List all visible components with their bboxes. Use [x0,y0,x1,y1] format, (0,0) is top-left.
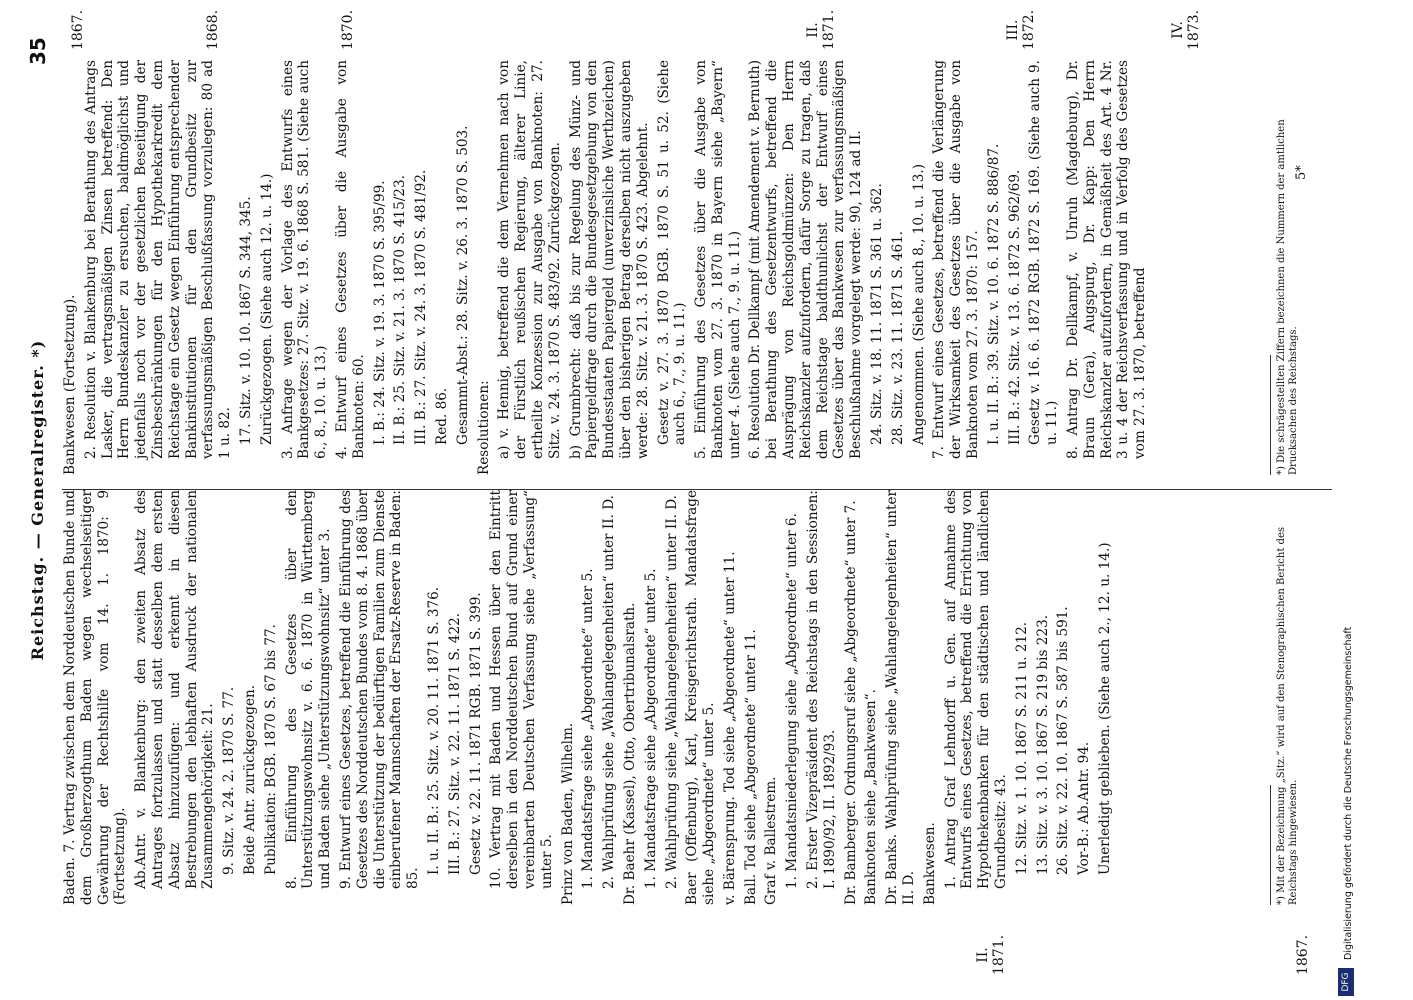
entry-paragraph: 24. Sitz. v. 18. 11. 1871 S. 361 u. 362. [869,183,886,445]
footnote-rule-left [1270,785,1271,905]
digitization-credit: Digitalisierung gefördert durch die Deutsche Forschungsgemeinschaft [1343,626,1354,960]
entry-paragraph: Ball. Tod siehe „Abgeordnete“ unter 11. [742,629,759,905]
entry-paragraph: Gesetz v. 27. 3. 1870 BGB. 1870 S. 51 u. 52. (Siehe auch 6., 7., 9. u. 11.) [655,60,689,445]
left-column [62,490,1118,905]
entry-paragraph: III. B.: 27. Sitz. v. 24. 3. 1870 S. 481/92. [413,169,430,445]
margin-year-1871-left: II. 1871. [975,934,1007,976]
entry-paragraph: Gesetz v. 22. 11. 1871 RGB. 1871 S. 399. [467,592,484,875]
entry-paragraph: 3. Anfrage wegen der Vorlage des Entwurfs eines Bankgesetzes: 27. Sitz. v. 19. 6. 1868 S. 581. (Siehe auch 6., 8., 10. u. 13.) [279,60,330,459]
entry-paragraph: Bankwesen. [921,822,938,905]
entry-paragraph: 13. Sitz. v. 3. 10. 1867 S. 219 bis 223. [1034,614,1051,875]
entry-paragraph: Gesetz v. 16. 6. 1872 RGB. 1872 S. 169. (Siehe auch 9. u. 11.) [1027,60,1061,445]
running-title: Reichstag. — Generalregister. *) [28,339,47,661]
entry-paragraph: III. B.: 42. Sitz. v. 13. 6. 1872 S. 962/69. [1006,169,1023,445]
entry-paragraph: 12. Sitz. v. 1. 10. 1867 S. 211 u. 212. [1013,621,1030,875]
entry-paragraph: 10. Vertrag mit Baden und Hessen über den Eintritt derselben in den Norddeutschen Bund auf Grund einer vereinbarten Deutschen Verfassung siehe „Verfassung“ unter 5. [488,490,555,889]
page-number: 35 [26,37,50,65]
entry-paragraph: Angenommen. (Siehe auch 8., 10. u. 13.) [910,163,927,445]
entry-paragraph: Red. 86. [433,387,450,445]
margin-year-1872-right: III. 1872. [1005,9,1037,51]
column-divider [62,489,1332,490]
entry-paragraph: Beide Antr. zurückgezogen. [241,684,258,875]
entry-paragraph: 9. Sitz. v. 24. 2. 1870 S. 77. [221,686,238,875]
entry-paragraph: Gesammt-Abst.: 28. Sitz. v. 26. 3. 1870 S. 503. [454,125,471,445]
entry-paragraph: 8. Antrag Dr. Dellkampf, v. Unruh (Magdeburg), Dr. Braun (Gera), Augspurg, Dr. Kapp: Den Herrn Reichskanzler aufzufordern, in Gemäßheit des Art. 4 Nr. 3 u. 4 der Reichsverfassung und in Verfolg des Gesetzes vom 27. 3. 1870, betreffend [1065,60,1149,459]
entry-paragraph: b) Grumbrecht: daß bis zur Regelung des Münz- und Papiergeldfrage durch die Bundesgesetzgebung von den Bundesstaaten Papiergeld (unverzinsliche Werthzeichen) über den bisherigen Betrag derselben nicht auszugeben werde: 28. Sitz. v. 21. 3. 1870 S. 423. Abgelehnt. [567,60,651,459]
margin-year-1867-left: 1867. [1295,934,1311,976]
entry-paragraph: Publikation: BGB. 1870 S. 67 bis 77. [262,624,279,875]
margin-year-1871-right: II. 1871. [805,9,837,51]
entry-paragraph: 1. Antrag Graf Lehndorff u. Gen. auf Annahme des Entwurfs eines Gesetzes, betreffend die Errichtung von Hypothekenbanken für den städtischen und ländlichen Grundbesitz: 43. [942,490,1010,889]
margin-year-1868-right: 1868. [205,9,221,51]
footnote-right: *) Die schrägestellten Ziffern bezeichnen die Nummern der amtlichen Drucksachen des Reichstags. [1276,119,1299,475]
entry-paragraph: Bankwesen (Fortsetzung). [62,294,78,475]
entry-paragraph: v. Bärensprung. Tod siehe „Abgeordnete“ unter 11. [721,551,738,905]
margin-year-1870-right: 1870. [340,9,356,51]
entry-paragraph: I. u. II. B.: 39. Sitz. v. 10. 6. 1872 S. 886/87. [985,143,1002,445]
entry-paragraph: Dr. Baehr (Kassel), Otto, Obertribunalsrath. [621,602,638,905]
entry-paragraph: III. B.: 27. Sitz. v. 22. 11. 1871 S. 422. [446,612,463,875]
entry-paragraph: Ab.Antr. v. Blankenburg: den zweiten Absatz des Antrages fortzulassen und statt desselben dem ersten Absatz hinzuzufügen: und erkennt in diesen Bestrebungen den lebhaften Ausdruck der nationalen Zusammengehörigkeit: 21. [133,490,217,889]
entry-paragraph: 2. Wahlprüfung siehe „Wahlangelegenheiten“ unter II. D. [601,495,618,889]
entry-paragraph: 9. Entwurf eines Gesetzes, betreffend die Einführung des Gesetzes des Norddeutschen Bundes vom 8. 4. 1868 über die Unterstützung der bedürftigen Familien zum Dienste einberufener Mannschaften der Ersatz-Reserve in Baden: 85. [337,490,422,889]
entry-paragraph: 17. Sitz. v. 10. 10. 1867 S. 344, 345. [237,196,254,445]
entry-paragraph: Baer (Offenburg), Karl, Kreisgerichtsrath. Mandatsfrage siehe „Abgeordnete“ unter 5. [684,490,718,905]
entry-paragraph: 4. Entwurf eines Gesetzes über die Ausgabe von Banknoten: 60. [333,60,367,459]
entry-paragraph: 1. Mandatsfrage siehe „Abgeordnete“ unter 5. [580,568,597,889]
entry-paragraph: 1. Mandatsfrage siehe „Abgeordnete“ unter 5. [642,568,659,889]
page-signature: 5* [1294,165,1309,180]
entry-paragraph: 2. Erster Vizepräsident des Reichstags in den Sessionen: I. 1890/92, II. 1892/93. [805,490,838,889]
entry-paragraph: 28. Sitz. v. 23. 11. 1871 S. 461. [889,230,906,445]
entry-paragraph: Banknoten siehe „Bankwesen“. [863,689,880,905]
dfg-logo: DFG [1338,968,1354,996]
entry-paragraph: 2. Wahlprüfung siehe „Wahlangelegenheiten“ unter II. D. [663,495,680,889]
entry-paragraph: 26. Sitz. v. 22. 10. 1867 S. 587 bis 591. [1055,606,1072,875]
entry-paragraph: Zurückgezogen. (Siehe auch 12. u. 14.) [258,173,275,445]
entry-paragraph: II. B.: 25. Sitz. v. 21. 3. 1870 S. 415/23. [392,175,409,445]
entry-paragraph: 8. Einführung des Gesetzes über den Unterstützungswohnsitz v. 6. 6. 1870 in Württemberg und Baden siehe „Unterstützungswohnsitz“ unter 3. [283,490,334,889]
footnote-rule-right [1270,355,1271,475]
entry-paragraph: Prinz von Baden, Wilhelm. [559,722,576,905]
entry-paragraph: Dr. Banks. Wahlprüfung siehe „Wahlangelegenheiten“ unter II. D. [884,490,918,905]
margin-year-1873-right: IV. 1873. [1170,9,1202,51]
entry-paragraph: 2. Resolution v. Blankenburg bei Berathung des Antrags Lasker, die vertragsmäßigen Zinsen betreffend: Den Herrn Bundeskanzler zu ersuchen, baldmöglichst und jedenfalls noch vor der gesetzlichen Beseitigung der Zinsbeschränkungen für den Hypothekarkredit dem Reichstage ein Gesetz wegen Einführung entsprechender Bankinstitutionen für den Grundbesitz zur verfassungsmäßigen Beschlußfassung vorzulegen: 80 ad 1 u. 82. [82,60,234,459]
entry-paragraph: Resolutionen: [475,380,492,475]
entry-paragraph: I. B.: 24. Sitz. v. 19. 3. 1870 S. 395/99. [371,180,388,445]
entry-paragraph: a) v. Hennig, betreffend die dem Vernehmen nach von der Fürstlich reußischen Regierung, älterer Linie, ertheilte Konzession zur Ausgabe von Banknoten: 27. Sitz. v. 24. 3. 1870 S. 483/92. Zurückgezogen. [496,60,563,459]
entry-paragraph: 6. Resolution Dr. Dellkampf (mit Amendement v. Bernuth) bei Berathung des Gesetzentwurfs, betreffend die Ausprägung von Reichsgoldmünzen: Den Herrn Reichskanzler aufzufordern, dafür Sorge zu tragen, daß dem Reichstage baldthunlichst der Entwurf eines Gesetzes über das Bankwesen zur verfassungsmäßigen Beschlußnahme vorgelegt werde: 90, 124 ad II. [747,60,865,459]
entry-paragraph: Baden. 7. Vertrag zwischen dem Norddeutschen Bunde und dem Großherzogthum Baden wegen wechselseitiger Gewährung der Rechtshilfe vom 14. 1. 1870: 9 (Fortsetzung). [62,490,129,905]
entry-paragraph: Dr. Bamberger. Ordnungsruf siehe „Abgeordnete“ unter 7. [842,500,859,905]
right-column [62,60,1153,475]
entry-paragraph: I. u. II. B.: 25. Sitz. v. 20. 11. 1871 S. 376. [425,586,442,875]
entry-paragraph: 5. Einführung des Gesetzes über die Ausgabe von Banknoten vom 27. 3. 1870 in Bayern siehe „Bayern“ unter 4. (Siehe auch 7., 9. u. 11.) [693,60,743,459]
page-header [0,0,62,1000]
entry-paragraph: Graf v. Ballestrem. [763,776,780,905]
entry-paragraph: 1. Mandatsniederlegung siehe „Abgeordnete“ unter 6. [784,513,801,889]
entry-paragraph: Vor-B.: Ab.Antr. 94. [1076,741,1093,875]
margin-year-1867-right: 1867. [70,9,86,51]
entry-paragraph: Unerledigt geblieben. (Siehe auch 2., 12. u. 14.) [1097,542,1114,875]
footnote-left: *) Mit der Bezeichnung „Sitz.“ wird auf den Stenographischen Bericht des Reichstags hingewiesen. [1276,527,1299,905]
entry-paragraph: 7. Entwurf eines Gesetzes, betreffend die Verlängerung der Wirksamkeit des Gesetzes über die Ausgabe von Banknoten vom 27. 3. 1870: 157. [931,60,982,459]
